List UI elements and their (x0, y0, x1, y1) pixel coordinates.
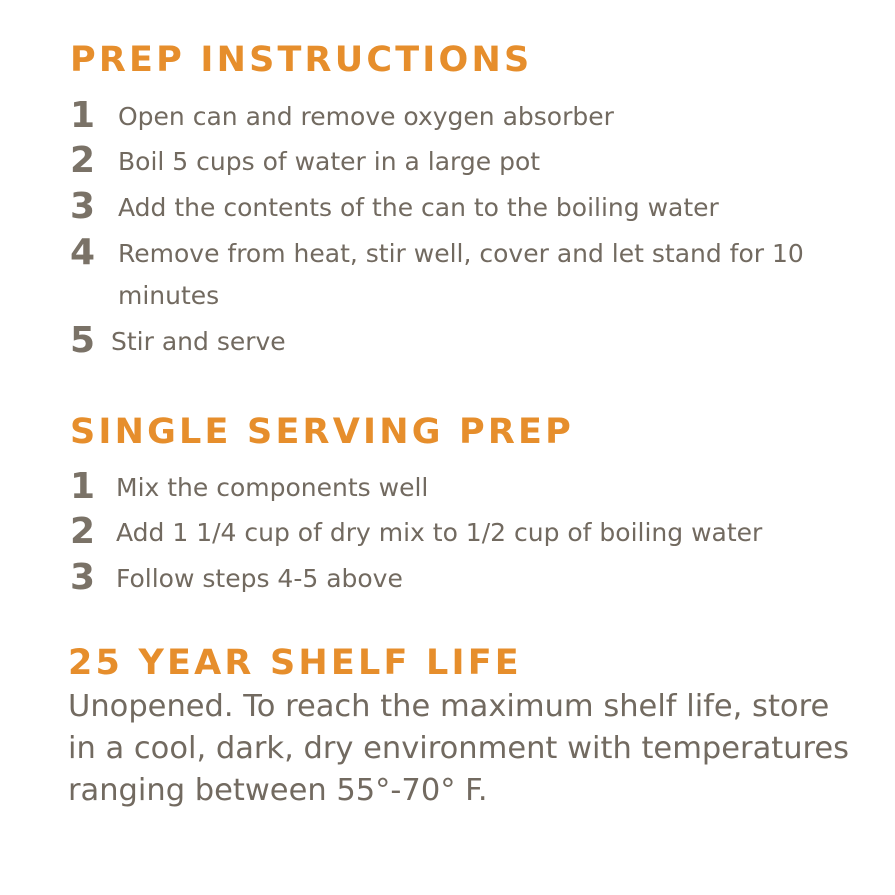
shelf-life-description: Unopened. To reach the maximum shelf life, store in a cool, dark, dry environment with temperatures ranging between 55°-70° F. (68, 689, 850, 808)
step-text: Remove from heat, stir well, cover and let stand for 10 minutes (118, 239, 804, 310)
step-text: Stir and serve (111, 327, 286, 356)
step-number: 3 (70, 186, 96, 227)
single-step (70, 466, 860, 509)
shelf-life-heading: 25 YEAR SHELF LIFE (68, 643, 522, 683)
step-number: 4 (70, 232, 96, 273)
step-text: Add 1 1/4 cup of dry mix to 1/2 cup of boiling water (116, 518, 763, 547)
step-text: Open can and remove oxygen absorber (118, 102, 614, 131)
prep-step (70, 140, 850, 183)
prep-step (70, 320, 850, 363)
step-number: 5 (70, 320, 96, 361)
step-text: Mix the components well (116, 473, 429, 502)
step-number: 2 (70, 140, 96, 181)
prep-step (70, 186, 850, 229)
step-text: Follow steps 4-5 above (116, 564, 403, 593)
prep-step (70, 232, 850, 319)
single-step (70, 511, 870, 554)
step-number: 1 (70, 466, 96, 507)
single-step (70, 557, 860, 600)
single-serving-heading: SINGLE SERVING PREP (70, 412, 574, 452)
step-text: Add the contents of the can to the boiling water (118, 193, 719, 222)
step-number: 2 (70, 511, 96, 552)
step-number: 1 (70, 95, 96, 136)
prep-instructions-heading: PREP INSTRUCTIONS (70, 40, 533, 80)
step-text: Boil 5 cups of water in a large pot (118, 147, 541, 176)
step-number: 3 (70, 557, 96, 598)
prep-step (70, 95, 850, 138)
